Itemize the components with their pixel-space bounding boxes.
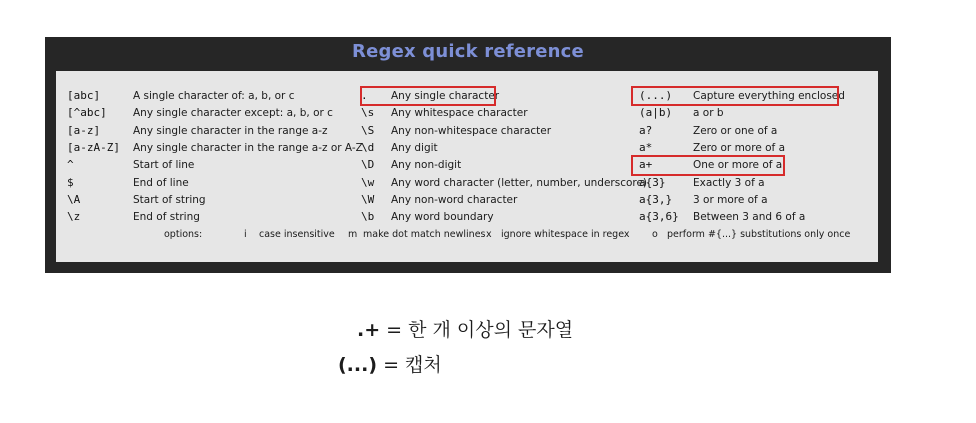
regex-description: Any non-word character [391,193,518,206]
regex-description: Any non-whitespace character [391,124,552,137]
options-label: options: [164,229,203,240]
option-desc: case insensitive [259,229,335,240]
option-desc: make dot match newlines [363,229,486,240]
regex-description: Any single character in the range a-z or A-Z [133,141,363,154]
regex-description: Any single character in the range a-z [133,124,328,137]
caption-symbol: (...) [338,354,378,376]
regex-description: A single character of: a, b, or c [133,90,295,102]
regex-token: a{3,6} [639,210,679,224]
regex-token: \S [361,123,375,137]
regex-token: a{3} [639,175,666,189]
highlight-one-or-more [631,155,785,176]
caption-capture [338,350,442,377]
regex-description: End of line [133,176,189,189]
regex-token: \W [361,192,375,206]
caption-symbol: .+ [357,319,381,341]
regex-description: Zero or more of a [693,141,786,154]
caption-one-or-more [357,315,573,342]
regex-description: Any single character except: a, b, or c [133,107,333,120]
regex-token: a+ [639,158,653,172]
regex-description: Zero or one of a [693,124,778,137]
reference-title: Regex quick reference [352,41,584,62]
regex-token: a? [639,123,653,137]
regex-description: End of string [133,211,200,224]
regex-description: 3 or more of a [693,193,768,206]
regex-token: \D [361,158,375,172]
regex-token: \s [361,106,375,120]
regex-token: [a-zA-Z] [67,140,120,154]
regex-token: [a-z] [67,123,101,137]
option-desc: perform #{...} substitutions only once [667,229,851,240]
regex-description: Any whitespace character [391,107,528,120]
regex-description: Any word character (letter, number, underscore) [391,176,648,189]
option-desc: ignore whitespace in regex [501,229,630,240]
option-flag: o [652,229,658,240]
regex-description: One or more of a [693,159,783,172]
option-flag: m [348,229,358,240]
regex-token: [^abc] [67,106,107,120]
regex-description: Start of line [133,159,195,172]
regex-description: a or b [693,107,724,120]
regex-token: a* [639,140,653,154]
options-line [56,229,878,243]
highlight-any-single-character [360,86,496,106]
regex-token: [abc] [67,89,101,102]
option-flag: i [244,229,247,240]
regex-token: \d [361,140,375,154]
regex-token: $ [67,175,74,189]
regex-description: Start of string [133,193,206,206]
highlight-capture-group [631,86,839,106]
option-flag: x [486,229,492,240]
regex-description: Any digit [391,141,438,154]
regex-token: \A [67,192,81,206]
regex-token: \z [67,210,81,224]
caption-text: = 한 개 이상의 문자열 [380,319,574,341]
regex-token: ^ [67,158,74,172]
regex-description: Capture everything enclosed [693,90,845,102]
regex-token: a{3,} [639,192,673,206]
regex-token: \b [361,210,375,224]
regex-description: Any non-digit [391,159,462,172]
regex-description: Exactly 3 of a [693,176,765,189]
regex-token: (a|b) [639,106,673,120]
regex-token: \w [361,175,375,189]
regex-token: . [361,89,368,102]
regex-token: (...) [639,89,673,102]
regex-description: Any word boundary [391,211,494,224]
regex-description: Any single character [391,90,500,102]
caption-text: = 캡처 [377,354,442,376]
regex-description: Between 3 and 6 of a [693,211,806,224]
